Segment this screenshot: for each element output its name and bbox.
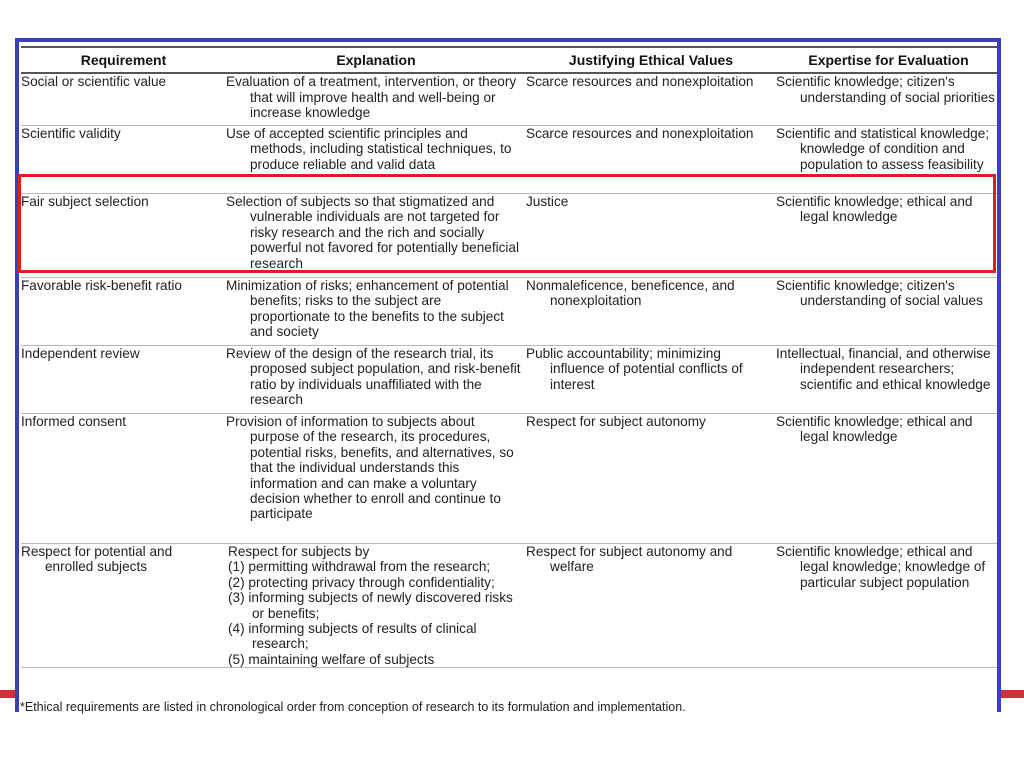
- values-cell: Nonmaleficence, beneficence, and nonexploitation: [526, 277, 776, 345]
- explanation-intro: Respect for subjects by: [228, 543, 370, 559]
- expertise-cell: Scientific knowledge; ethical and legal knowledge; knowledge of particular subject population: [776, 543, 1001, 667]
- requirement-cell: Scientific validity: [21, 125, 226, 193]
- explanation-cell: Selection of subjects so that stigmatized and vulnerable individuals are not targeted for risky research and the rich and socially powerful not favored for potentially beneficial research: [226, 193, 526, 277]
- column-header-values: Justifying Ethical Values: [526, 47, 776, 73]
- expertise-cell: Scientific and statistical knowledge; knowledge of condition and population to assess feasibility: [776, 125, 1001, 193]
- explanation-cell: Evaluation of a treatment, intervention, or theory that will improve health and well-being or increase knowledge: [226, 73, 526, 125]
- table-row: [21, 193, 1001, 277]
- list-item: (5) maintaining welfare of subjects: [228, 651, 435, 667]
- requirement-cell: Independent review: [21, 345, 226, 413]
- table-row: [21, 413, 1001, 543]
- requirement-cell: Favorable risk-benefit ratio: [21, 277, 226, 345]
- list-item: (1) permitting withdrawal from the research;: [228, 559, 491, 575]
- expertise-cell: Scientific knowledge; ethical and legal knowledge: [776, 193, 1001, 277]
- values-cell: Respect for subject autonomy and welfare: [526, 543, 776, 667]
- table-frame: [15, 38, 1001, 712]
- explanation-cell: Use of accepted scientific principles and methods, including statistical techniques, to produce reliable and valid data: [226, 125, 526, 193]
- column-header-explanation: Explanation: [226, 47, 526, 73]
- requirement-cell: Fair subject selection: [21, 193, 226, 277]
- ethical-requirements-table: [21, 46, 1001, 668]
- explanation-cell: Review of the design of the research trial, its proposed subject population, and risk-benefit ratio by individuals unaffiliated with the research: [226, 345, 526, 413]
- values-cell: Scarce resources and nonexploitation: [526, 125, 776, 193]
- expertise-cell: Scientific knowledge; ethical and legal knowledge: [776, 413, 1001, 543]
- explanation-cell: Provision of information to subjects about purpose of the research, its procedures, potential risks, benefits, and alternatives, so that the individual understands this information and can make a voluntary decision whether to enroll and continue to participate: [226, 413, 526, 543]
- expertise-cell: Scientific knowledge; citizen's understanding of social priorities: [776, 73, 1001, 125]
- table-row: [21, 73, 1001, 125]
- table-row: [21, 277, 1001, 345]
- list-item: (2) protecting privacy through confidentiality;: [228, 574, 495, 590]
- expertise-cell: Scientific knowledge; citizen's understanding of social values: [776, 277, 1001, 345]
- table-row: [21, 543, 1001, 667]
- explanation-cell: Minimization of risks; enhancement of potential benefits; risks to the subject are proportionate to the benefits to the subject and society: [226, 277, 526, 345]
- values-cell: Respect for subject autonomy: [526, 413, 776, 543]
- requirement-cell: Informed consent: [21, 413, 226, 543]
- requirement-cell: Respect for potential and enrolled subjects: [21, 543, 226, 667]
- values-cell: Public accountability; minimizing influence of potential conflicts of interest: [526, 345, 776, 413]
- footnote: *Ethical requirements are listed in chronological order from conception of research to its formulation and implementation.: [20, 700, 686, 714]
- list-item: (3) informing subjects of newly discovered risks or benefits;: [228, 590, 513, 621]
- requirement-cell: Social or scientific value: [21, 73, 226, 125]
- values-cell: Justice: [526, 193, 776, 277]
- table-row: [21, 125, 1001, 193]
- column-header-requirement: Requirement: [21, 47, 226, 73]
- table-header-row: [21, 47, 1001, 73]
- table-row: [21, 345, 1001, 413]
- list-item: (4) informing subjects of results of clinical research;: [228, 620, 477, 652]
- values-cell: Scarce resources and nonexploitation: [526, 73, 776, 125]
- explanation-cell: [226, 543, 526, 667]
- expertise-cell: Intellectual, financial, and otherwise independent researchers; scientific and ethical knowledge: [776, 345, 1001, 413]
- column-header-expertise: Expertise for Evaluation: [776, 47, 1001, 73]
